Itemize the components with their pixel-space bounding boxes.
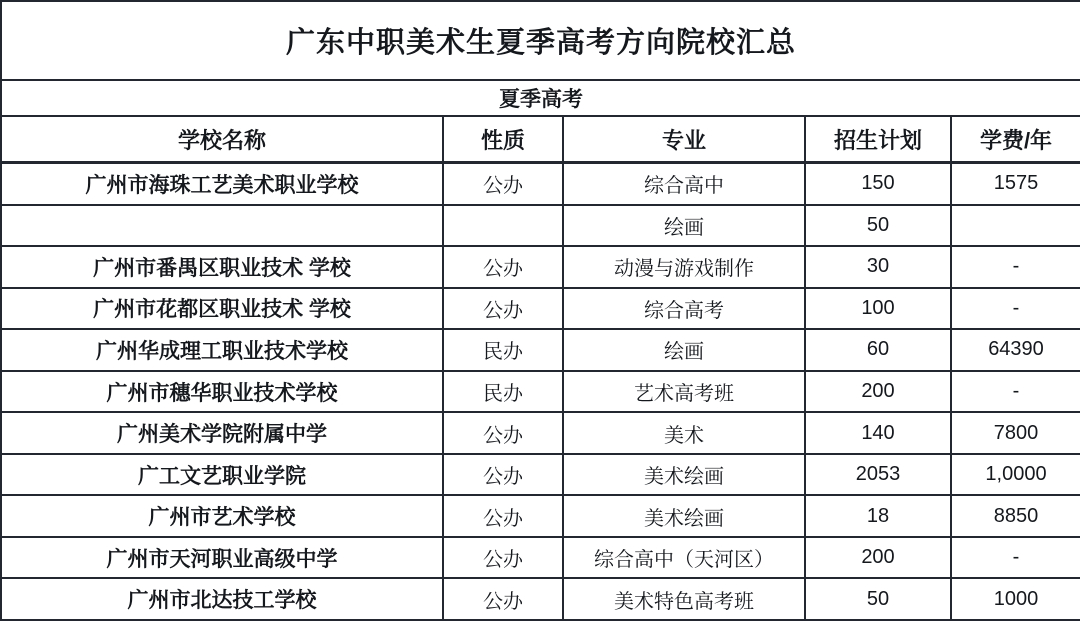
school-cell: 广州美术学院附属中学 <box>1 412 443 454</box>
major-cell: 美术绘画 <box>563 454 805 496</box>
table-row <box>1 495 1080 537</box>
column-header-school: 学校名称 <box>1 116 443 162</box>
school-cell: 广州市艺术学校 <box>1 495 443 537</box>
section-header-row <box>1 80 1080 116</box>
fee-cell: 1000 <box>951 578 1080 620</box>
table-row <box>1 578 1080 620</box>
column-header-plan: 招生计划 <box>805 116 951 162</box>
table-row <box>1 329 1080 371</box>
school-cell: 广州华成理工职业技术学校 <box>1 329 443 371</box>
table-row <box>1 246 1080 288</box>
section-header: 夏季高考 <box>1 80 1080 116</box>
table-row <box>1 205 1080 247</box>
fee-cell: 1,0000 <box>951 454 1080 496</box>
table-row <box>1 412 1080 454</box>
plan-cell: 100 <box>805 288 951 330</box>
fee-cell: - <box>951 246 1080 288</box>
major-cell: 绘画 <box>563 329 805 371</box>
fee-cell: 8850 <box>951 495 1080 537</box>
table-row <box>1 537 1080 579</box>
school-cell <box>1 205 443 247</box>
plan-cell: 18 <box>805 495 951 537</box>
major-cell: 综合高中 <box>563 163 805 205</box>
column-header-major: 专业 <box>563 116 805 162</box>
table-row <box>1 163 1080 205</box>
fee-cell: - <box>951 371 1080 413</box>
table-row <box>1 454 1080 496</box>
nature-cell: 公办 <box>443 412 563 454</box>
major-cell: 绘画 <box>563 205 805 247</box>
plan-cell: 60 <box>805 329 951 371</box>
nature-cell: 公办 <box>443 163 563 205</box>
plan-cell: 150 <box>805 163 951 205</box>
table-row <box>1 371 1080 413</box>
fee-cell: 1575 <box>951 163 1080 205</box>
major-cell: 动漫与游戏制作 <box>563 246 805 288</box>
plan-cell: 200 <box>805 537 951 579</box>
column-header-row <box>1 116 1080 162</box>
school-cell: 广州市海珠工艺美术职业学校 <box>1 163 443 205</box>
major-cell: 美术 <box>563 412 805 454</box>
major-cell: 艺术高考班 <box>563 371 805 413</box>
column-header-nature: 性质 <box>443 116 563 162</box>
nature-cell: 公办 <box>443 537 563 579</box>
school-cell: 广州市番禺区职业技术 学校 <box>1 246 443 288</box>
nature-cell: 公办 <box>443 578 563 620</box>
fee-cell: - <box>951 537 1080 579</box>
plan-cell: 30 <box>805 246 951 288</box>
plan-cell: 2053 <box>805 454 951 496</box>
nature-cell: 公办 <box>443 246 563 288</box>
nature-cell: 公办 <box>443 454 563 496</box>
nature-cell: 民办 <box>443 329 563 371</box>
table-row <box>1 288 1080 330</box>
major-cell: 综合高考 <box>563 288 805 330</box>
nature-cell: 公办 <box>443 495 563 537</box>
major-cell: 美术特色高考班 <box>563 578 805 620</box>
major-cell: 综合高中（天河区） <box>563 537 805 579</box>
school-cell: 广工文艺职业学院 <box>1 454 443 496</box>
fee-cell: 64390 <box>951 329 1080 371</box>
plan-cell: 50 <box>805 578 951 620</box>
nature-cell <box>443 205 563 247</box>
title-row <box>1 1 1080 80</box>
nature-cell: 民办 <box>443 371 563 413</box>
school-cell: 广州市花都区职业技术 学校 <box>1 288 443 330</box>
page-title: 广东中职美术生夏季高考方向院校汇总 <box>1 1 1080 80</box>
fee-cell: - <box>951 288 1080 330</box>
nature-cell: 公办 <box>443 288 563 330</box>
fee-cell: 7800 <box>951 412 1080 454</box>
school-cell: 广州市天河职业高级中学 <box>1 537 443 579</box>
fee-cell <box>951 205 1080 247</box>
plan-cell: 200 <box>805 371 951 413</box>
school-cell: 广州市北达技工学校 <box>1 578 443 620</box>
major-cell: 美术绘画 <box>563 495 805 537</box>
plan-cell: 140 <box>805 412 951 454</box>
school-cell: 广州市穗华职业技术学校 <box>1 371 443 413</box>
plan-cell: 50 <box>805 205 951 247</box>
column-header-fee: 学费/年 <box>951 116 1080 162</box>
